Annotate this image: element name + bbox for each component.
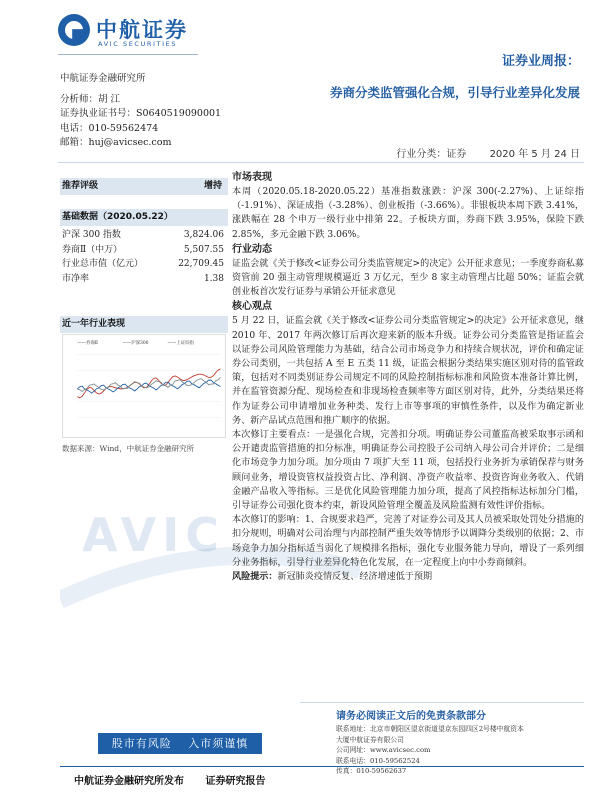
section-title-market: 市场表现 xyxy=(232,172,272,183)
risk-label: 风险提示： xyxy=(232,572,278,583)
industry-label: 行业分类：证券 xyxy=(396,149,467,160)
legend-entry-2: ——上证综指 xyxy=(167,340,194,346)
contact-info xyxy=(336,724,524,777)
contact-website[interactable]: 公司网址：www.avicsec.com xyxy=(336,746,431,754)
table-row xyxy=(62,257,224,272)
top-divider xyxy=(58,162,584,163)
row-value: 22,709.45 xyxy=(178,259,224,269)
basic-data-table xyxy=(62,228,224,286)
bottom-divider xyxy=(60,766,584,767)
rating-value: 增持 xyxy=(203,181,222,191)
slogan-left: 股市有风险 xyxy=(111,737,172,750)
avic-logo-icon xyxy=(58,14,90,46)
report-title xyxy=(250,50,580,101)
footer-divider xyxy=(300,702,584,703)
core-paragraph-3: 本次修订的影响：1、合规要求趋严，完善了对证券公司及其人员被采取处罚处分措施的扣分规则，明确对公司治理与内部控制严重失效等情形予以调降分类级别的依据；2、市场竞争力加分指标适当弱化了规模排名指标，强化专业服务能力导向，增设了一系列细分业务指标，引导行业差异化特色化发展，在一定程度上向中小券商倾斜。 xyxy=(232,515,584,568)
logo-text-en: AVIC SECURITIES xyxy=(98,40,178,48)
publisher-name: 中航证券金融研究所发布 xyxy=(74,776,184,787)
legend-entry-0: ——券商Ⅱ xyxy=(77,340,98,346)
section-title-core: 核心观点 xyxy=(232,301,272,313)
analyst-email[interactable]: 邮箱：huj@avicsec.com xyxy=(60,137,172,148)
analyst-name: 分析师：胡 江 xyxy=(60,93,121,105)
institute-name: 中航证券金融研究所 xyxy=(60,73,146,84)
logo-text-cn: 中航证券 xyxy=(96,18,188,42)
trend-header: 近一年行业表现 xyxy=(60,316,228,333)
chart-legend xyxy=(77,339,194,346)
row-key: 沪深 300 指数 xyxy=(62,230,121,240)
row-value: 1.38 xyxy=(203,273,224,284)
rating-label: 推荐评级 xyxy=(62,181,99,191)
row-key: 行业总市值（亿元） xyxy=(62,259,144,269)
trend-chart xyxy=(62,334,226,438)
row-value: 3,824.06 xyxy=(183,230,224,240)
disclaimer-title: 请务必阅读正文后的免责条款部分 xyxy=(336,711,486,722)
risk-line xyxy=(232,570,584,584)
row-value: 5,507.55 xyxy=(183,244,224,255)
slogan-right: 入市须谨慎 xyxy=(188,737,249,750)
title-line2: 券商分类监管强化合规，引导行业差异化发展 xyxy=(329,85,580,100)
row-key: 券商Ⅱ（中万） xyxy=(62,244,123,255)
basic-data-header: 基础数据（2020.05.22） xyxy=(60,209,228,226)
rating-bar xyxy=(60,178,228,195)
risk-slogan xyxy=(98,733,262,754)
table-row xyxy=(62,272,224,287)
table-row xyxy=(62,243,224,258)
report-body xyxy=(232,170,584,584)
table-row xyxy=(62,228,224,243)
header-divider xyxy=(58,54,198,55)
title-line1: 证券业周报： xyxy=(501,54,580,69)
section-title-dynamics: 行业动态 xyxy=(232,243,272,255)
analyst-info xyxy=(60,72,250,151)
company-logo xyxy=(58,14,198,48)
report-date: 2020 年 5 月 24 日 xyxy=(489,149,580,160)
analyst-phone: 电话：010-59562474 xyxy=(60,122,159,134)
contact-line: 传真：010-59562637 xyxy=(336,767,407,775)
analyst-license: 证券执业证书号：S0640519090001 xyxy=(60,108,222,119)
legend-entry-1: ——沪深300 xyxy=(122,340,149,346)
series-line-brokers xyxy=(77,369,220,398)
market-text: 本周（2020.05.18-2020.05.22）基准指数涨跌：沪深 300(-2.27%)、上证综指（-1.91%）、深证成指（-3.28%）、创业板指（-3.66%）。非银板块本周下跌 3.41%，涨跌幅在 28 个申万一级行业中排第 22。子板块方面，券商下跌 3.95%，保险下跌 2.85%，多元金融下跌 3.06%。 xyxy=(232,187,584,240)
report-type: 证券研究报告 xyxy=(205,776,266,787)
row-key: 市净率 xyxy=(62,273,90,284)
contact-line: 联系地址：北京市朝阳区望京街道望京东园四区2号楼中航资本 xyxy=(336,725,524,733)
contact-line: 联系电话：010-59562524 xyxy=(336,756,420,765)
core-paragraph-2: 本次修订主要看点：一是强化合规，完善扣分项。明确证券公司董监高被采取事示函和公开谴责监管措施的扣分标准，明确证券公司控股子公司纳入母公司合并评价；二是细化市场竞争力加分项。加分项由 7 项扩大至 11 项，包括投行业务折为承销保荐与财务顾问业务，增设资管权益投资占比、净利润、净资产收益率、投资咨询业务收入、代销金融产品收入等指标。三是优化风险管理能力加分项，提高了风控指标达标加分门槛，引导证券公司强化资本约束，新设风险管理全覆盖及风险监测有效性评价指标。 xyxy=(232,430,584,512)
contact-line: 大厦中航证券有限公司 xyxy=(336,735,404,744)
core-paragraph-1: 5 月 22 日，证监会就《关于修改<证券公司分类监管规定>的决定》公开征求意见，继 2010 年、2017 年两次修订后再次迎来新的版本升级。证券公司分类监管是指证监会以证券公司风险管理能力为基础，结合公司市场竞争力和持续合规状况，评价和确定证券公司类别，一共包括 A 至 E 五类 11 级，证监会根据分类结果实施区别对待的监管政策，包括对不同类别证券公司规定不同的风险控制指标标准和风险资本准备计算比例，并在监管资源分配、现场检查和非现场检查频率等方面区别对待，此外，分类结果还将作为证券公司申请增加业务种类、发行上市等事项的审慎性条件，以及作为确定新业务、新产品试点范围和推广顺序的依据。 xyxy=(232,316,584,426)
dynamics-text: 证监会就《关于修改<证券公司分类监管规定>的决定》公开征求意见；一季度券商私募资管前 20 强主动管理规模逼近 3 万亿元，至少 8 家主动管理占比超 50%；证监会就创业板首次发行证券与承销公开征求意见 xyxy=(232,258,584,298)
watermark-text: AVIC xyxy=(82,508,225,562)
footer-publisher xyxy=(74,772,283,787)
industry-line xyxy=(300,145,580,160)
chart-source: 数据来源：Wind，中航证券金融研究所 xyxy=(62,444,195,453)
risk-text: 新冠肺炎疫情反复、经济增速低于预期 xyxy=(277,572,433,583)
